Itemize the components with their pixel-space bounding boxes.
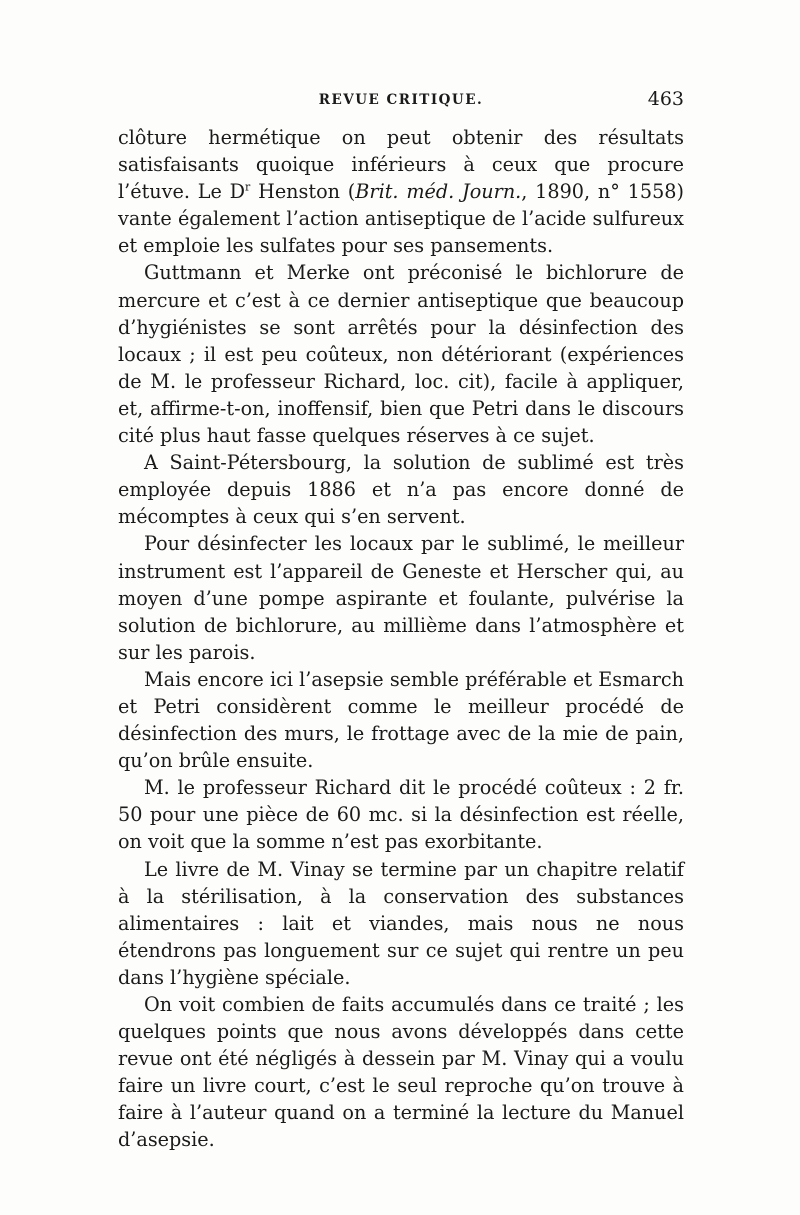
- paragraph-text: Mais encore ici l’asepsie semble préférable et Esmarch et Petri considèrent comme le meilleur procédé de désinfection des murs, le frottage avec de la mie de pain, qu’on brûle ensuite.: [118, 667, 684, 773]
- italic-citation: Brit. méd. Journ.: [355, 180, 522, 204]
- paragraph-text: M. le professeur Richard dit le procédé coûteux : 2 fr. 50 pour une pièce de 60 mc. si la désinfection est réelle, on voit que la somme n’est pas exorbitante.: [118, 776, 684, 854]
- paragraph: [118, 449, 684, 530]
- paragraph-text: Guttmann et Merke ont préconisé le bichlorure de mercure et c’est à ce dernier antiseptique que beaucoup d’hygiénistes se sont arrêtés pour la désinfection des locaux ; il est peu coûteux, non détériorant (expériences de M. le professeur Richard, loc. cit), facile à appliquer, et, affirme-t-on, inoffensif, bien que Petri dans le discours cité plus haut fasse quelques réserves à ce sujet.: [118, 261, 684, 448]
- paragraph-text: clôture hermétique on peut obtenir des résultats satisfaisants quoique inférieurs à ceux que procure l’étuve. Le D: [118, 126, 684, 204]
- paragraph: [118, 259, 684, 449]
- paragraph: [118, 774, 684, 855]
- body-text: [118, 124, 684, 1154]
- paragraph-text: On voit combien de faits accumulés dans ce traité ; les quelques points que nous avons développés dans cette revue ont été négligés à dessein par M. Vinay qui a voulu faire un livre court, c’est le seul reproche qu’on trouve à faire à l’auteur quand on a terminé la lecture du Manuel d’asepsie.: [118, 993, 684, 1152]
- paragraph-text: Pour désinfecter les locaux par le sublimé, le meilleur instrument est l’appareil de Geneste et Herscher qui, au moyen d’une pompe aspirante et foulante, pulvérise la solution de bichlorure, au millième dans l’atmosphère et sur les parois.: [118, 532, 684, 664]
- superscript-text: r: [245, 180, 251, 194]
- running-head: [118, 88, 684, 112]
- paragraph: [118, 991, 684, 1154]
- paragraph: [118, 124, 684, 259]
- paragraph-text: Le livre de M. Vinay se termine par un chapitre relatif à la stérilisation, à la conservation des substances alimentaires : lait et viandes, mais nous ne nous étendrons pas longuement sur ce sujet qui rentre un peu dans l’hygiène spéciale.: [118, 857, 684, 989]
- paragraph: [118, 856, 684, 991]
- paragraph-text: A Saint-Pétersbourg, la solution de sublimé est très employée depuis 1886 et n’a pas encore donné de mécomptes à ceux qui s’en servent.: [118, 451, 684, 529]
- paragraph-text: Henston (: [250, 180, 356, 204]
- paragraph-text: , 1890, n° 1558) vante également l’action antiseptique de l’acide sulfureux et emploie les sulfates pour ses pansements.: [118, 180, 684, 258]
- paragraph: [118, 666, 684, 774]
- running-title: REVUE CRITIQUE.: [318, 92, 484, 108]
- paragraph: [118, 530, 684, 665]
- page-number: 463: [647, 88, 684, 110]
